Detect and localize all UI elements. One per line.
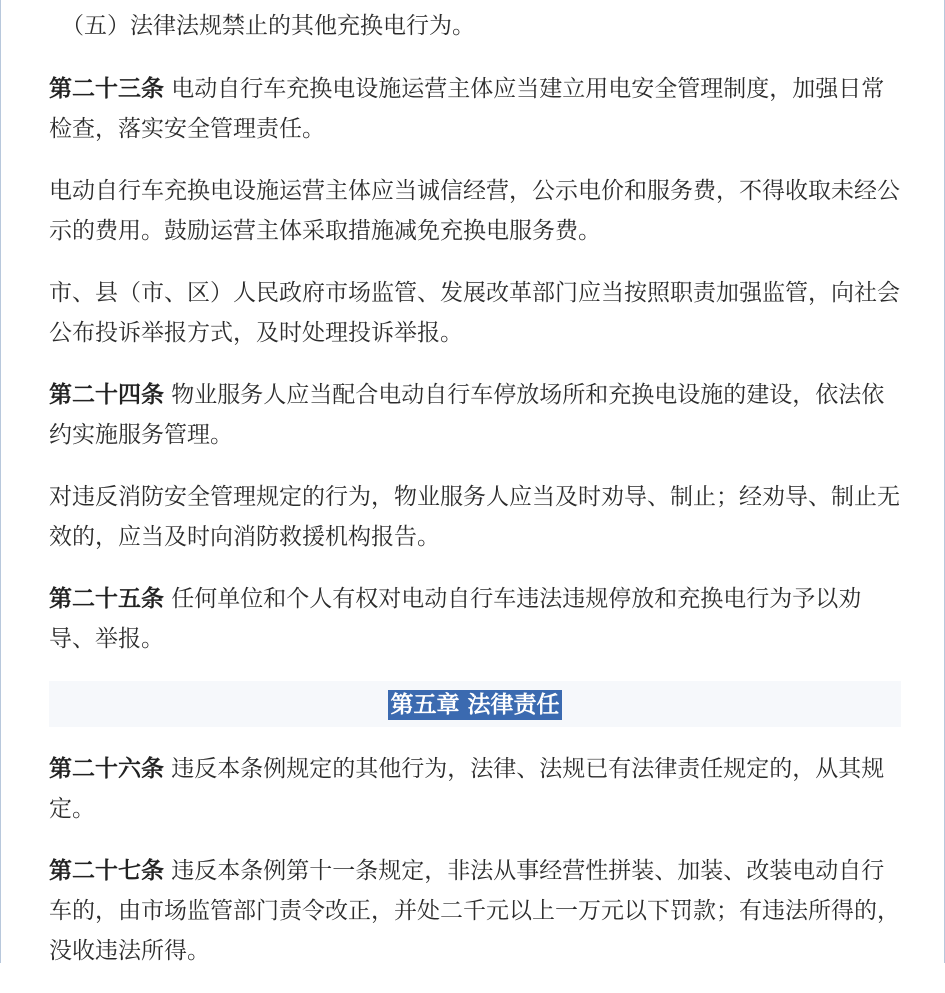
paragraph-text: 对违反消防安全管理规定的行为，物业服务人应当及时劝导、制止；经劝导、制止无效的，应当及时向消防救援机构报告。	[49, 484, 900, 550]
article-number: 第二十四条	[49, 382, 164, 408]
paragraph-text: （五）法律法规禁止的其他充换电行为。	[61, 13, 475, 39]
article-number: 第二十五条	[49, 586, 164, 612]
paragraph-text: 物业服务人应当配合电动自行车停放场所和充换电设施的建设，依法依约实施服务管理。	[49, 382, 885, 448]
paragraph-text: 违反本条例第十一条规定，非法从事经营性拼装、加装、改装电动自行车的，由市场监管部门责令改正，并处二千元以上一万元以下罚款；有违法所得的，没收违法所得。	[49, 858, 900, 964]
article-26	[49, 749, 901, 829]
article-number: 第二十六条	[49, 756, 164, 782]
article-number: 第二十三条	[49, 76, 164, 102]
chapter-heading-row	[49, 681, 901, 727]
article-27	[49, 851, 901, 971]
paragraph-text: 电动自行车充换电设施运营主体应当诚信经营，公示电价和服务费，不得收取未经公示的费用。鼓励运营主体采取措施减免充换电服务费。	[49, 178, 900, 244]
article-23	[49, 69, 901, 149]
article-24	[49, 375, 901, 455]
article-23-paragraph-3	[49, 273, 901, 353]
article-24-paragraph-2	[49, 477, 901, 557]
article-23-paragraph-2	[49, 171, 901, 251]
paragraph-text: 任何单位和个人有权对电动自行车违法违规停放和充换电行为予以劝导、举报。	[49, 586, 862, 652]
regulation-text	[49, 0, 901, 993]
article-number: 第二十七条	[49, 858, 164, 884]
paragraph-text: 市、县（市、区）人民政府市场监管、发展改革部门应当按照职责加强监管，向社会公布投诉举报方式，及时处理投诉举报。	[49, 280, 900, 346]
article-25	[49, 579, 901, 659]
clause-item-5	[49, 0, 901, 46]
paragraph-text: 电动自行车充换电设施运营主体应当建立用电安全管理制度，加强日常检查，落实安全管理责任。	[49, 76, 885, 142]
paragraph-text: 违反本条例规定的其他行为，法律、法规已有法律责任规定的，从其规定。	[49, 756, 885, 822]
chapter-title: 第五章 法律责任	[390, 691, 560, 718]
